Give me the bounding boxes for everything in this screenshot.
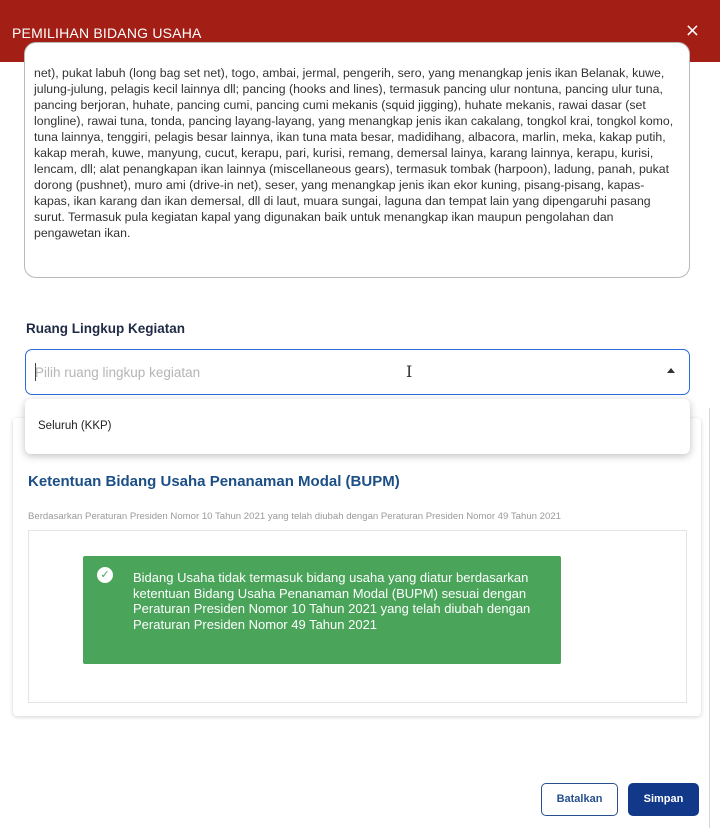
scope-select-placeholder: Pilih ruang lingkup kegiatan [35,365,201,380]
caret-up-icon[interactable] [667,368,675,373]
close-icon[interactable]: × [684,20,700,41]
check-circle-icon: ✓ [97,567,113,583]
modal-title: PEMILIHAN BIDANG USAHA [12,25,202,41]
bupm-card [13,418,701,716]
save-button[interactable]: Simpan [628,783,699,816]
scope-dropdown-menu [25,399,690,454]
bupm-content-box [28,530,687,703]
bupm-success-alert [83,556,561,664]
scope-option-seluruh-kkp[interactable]: Seluruh (KKP) [38,420,112,432]
bupm-title: Ketentuan Bidang Usaha Penanaman Modal (BUPM) [28,473,400,490]
cancel-button[interactable]: Batalkan [541,783,618,816]
scope-label: Ruang Lingkup Kegiatan [26,321,186,336]
bupm-regulation-note: Berdasarkan Peraturan Presiden Nomor 10 Tahun 2021 yang telah diubah dengan Peraturan Presiden Nomor 49 Tahun 2021 [28,511,561,522]
divider [709,408,710,828]
bupm-alert-text: Bidang Usaha tidak termasuk bidang usaha yang diatur berdasarkan ketentuan Bidang Usaha Penanaman Modal (BUPM) sesuai dengan Peraturan Presiden Nomor 10 Tahun 2021 yang telah diubah dengan Peraturan Presiden Nomor 49 Tahun 2021 [133,570,531,632]
business-description-text: net), pukat labuh (long bag set net), togo, ambai, jermal, pengerih, sero, yang menangkap jenis ikan Belanak, kuwe, julung-julung, pelagis kecil lainnya dll; pancing (hooks and lines), termasuk pancing ulur nontuna, pancing ulur tuna, pancing berjoran, huhate, pancing cumi, pancing cumi mekanis (squid jigging), huhate mekanis, rawai dasar (set longline), rawai tuna, tonda, pancing layang-layang, yang menangkap jenis ikan cakalang, tongkol krai, tongkol komo, tuna lainnya, tenggiri, pelagis besar lainnya, ikan tuna mata besar, madidihang, albacora, marlin, meka, kakap putih, kakap merah, kuwe, manyung, cucut, kerapu, pari, kurisi, remang, demersal lainya, karang lainnya, kerapu, kurisi, lencam, dll; alat penangkapan ikan lainnya (miscellaneous gears), termasuk tombak (harpoon), ladung, panah, pukat dorong (pushnet), muro ami (drive-in net), seser, yang menangkap jenis ikan ekor kuning, pisang-pisang, kapas-kapas, ikan karang dan ikan demersal, dll di laut, muara sungai, laguna dan tempat lain yang dipengaruhi pasang surut. Termasuk pula kegiatan kapal yang digunakan baik untuk menangkap ikan maupun pengolahan dan pengawetan ikan. [34,66,674,240]
ibeam-cursor-icon: I [406,362,413,381]
business-description-textarea[interactable] [24,42,690,278]
scope-select[interactable] [25,349,690,395]
